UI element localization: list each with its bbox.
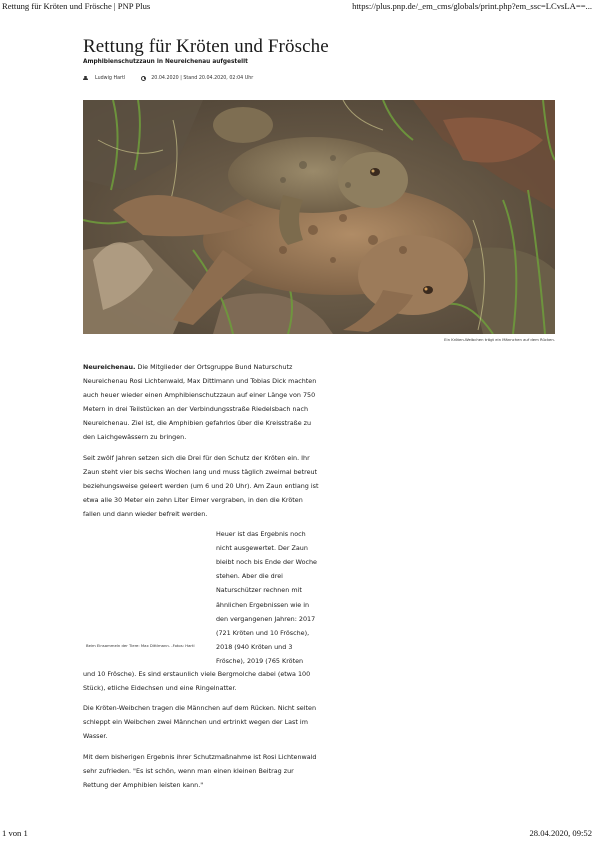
paragraph-2: Seit zwölf Jahren setzen sich die Drei für den Schutz der Kröten ein. Ihr Zaun steht vier bis sechs Wochen lang und muss täglich zweimal betreut beziehungsweise geleert werden (um 6 und 20 Uhr). Am Zaun entlang ist etwa alle 30 Meter ein zehn Liter Eimer vergraben, in den die Kröten fallen und dann wieder befreit werden. — [83, 453, 319, 518]
paragraph-5: Mit dem bisherigen Ergebnis ihrer Schutzmaßnahme ist Rosi Lichtenwald sehr zufrieden. "Es ist schön, wenn man einen kleinen Beitrag zur Rettung der Amphibien leisten kann." — [83, 752, 317, 789]
print-page-title: Rettung für Kröten und Frösche | PNP Plus — [2, 1, 151, 11]
print-datetime: 28.04.2020, 09:52 — [529, 828, 592, 838]
article-date: 20.04.2020 | Stand 20.04.2020, 02:04 Uhr — [151, 75, 254, 81]
inline-image-block — [83, 527, 319, 667]
paragraph-4: Die Kröten-Weibchen tragen die Männchen auf dem Rücken. Nicht selten schleppt ein Weibchen zwei Männchen und ertrinkt wegen der Last im Wasser. — [83, 704, 316, 741]
article-author: Ludwig Hartl — [95, 75, 126, 81]
hero-image-caption: Ein Kröten-Weibchen trägt ein Männchen auf dem Rücken. — [444, 337, 555, 342]
print-footer — [0, 828, 595, 842]
inline-image-caption: Beim Einsammeln der Tiere: Max Dittlmann. -Fotos: Hartl — [86, 643, 195, 649]
article-meta — [83, 74, 555, 82]
paragraph-intro — [83, 360, 319, 445]
print-page-url: https://plus.pnp.de/_em_cms/globals/print.php?em_ssc=LCvsLA==... — [352, 1, 592, 11]
clock-icon — [141, 76, 146, 81]
person-icon — [83, 76, 88, 81]
print-header — [0, 0, 595, 14]
article-body — [83, 360, 319, 798]
article-header — [83, 36, 555, 82]
hero-image — [83, 100, 555, 334]
paragraph-3-cont: und 10 Frösche). Es sind erstaunlich viele Bergmolche dabei (etwa 100 Stück), etliche Eidechsen und eine Ringelnatter. — [83, 670, 311, 693]
article-subline: Amphibienschutzzaun in Neureichenau aufgestellt — [83, 59, 248, 65]
page-count: 1 von 1 — [2, 828, 28, 838]
dateline: Neureichenau. — [83, 363, 136, 371]
paragraph-intro-text: Die Mitglieder der Ortsgruppe Bund Naturschutz Neureichenau Rosi Lichtenwald, Max Dittlmann und Tobias Dick machten auch heuer wieder einen Amphibienschutzzaun auf einer Länge von 750 Metern in drei Teilstücken an der Verbindungsstraße Riedelsbach nach Neureichenau. Ziel ist, die Amphibien gefahrlos über die Kreisstraße zu den Laichgewässern zu bringen. — [83, 363, 317, 442]
paragraph-3-float: Heuer ist das Ergebnis noch nicht ausgewertet. Der Zaun bleibt noch bis Ende der Woche stehen. Aber die drei Naturschützer rechnen mit ähnlichen Ergebnissen wie in den vergangenen Jahren: 2017 (721 Kröten und 10 Frösche), 2018 (940 Kröten und 3 Frösche), 2019 (765 Kröten — [216, 530, 317, 665]
article-headline: Rettung für Kröten und Frösche — [83, 36, 329, 57]
